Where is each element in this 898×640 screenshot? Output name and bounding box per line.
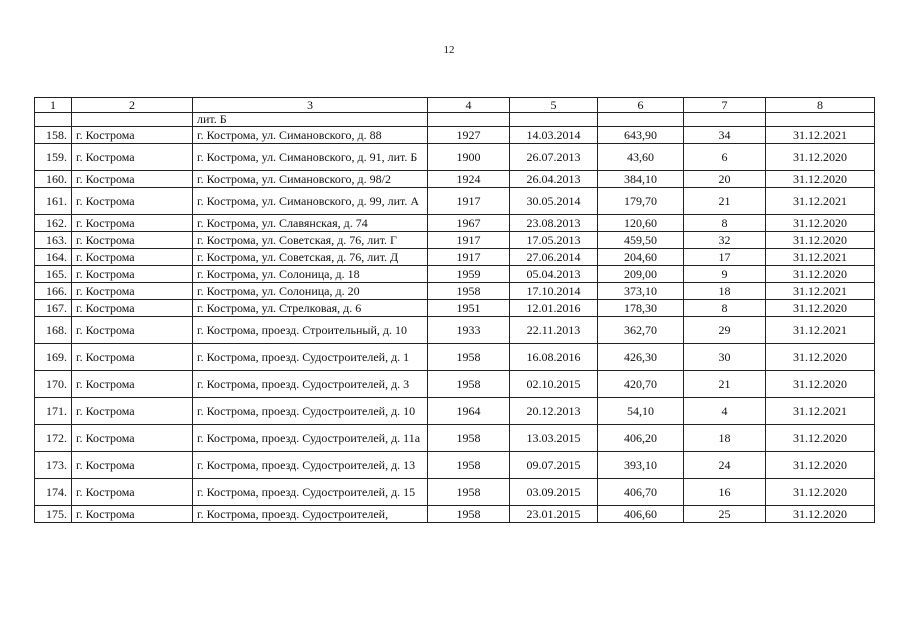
cell-date: 16.08.2016 bbox=[510, 344, 598, 371]
cell-year: 1917 bbox=[428, 188, 510, 215]
table-row bbox=[35, 317, 875, 344]
table-row bbox=[35, 215, 875, 232]
cell-address: г. Кострома, ул. Солоница, д. 18 bbox=[193, 266, 428, 283]
cell-date: 26.04.2013 bbox=[510, 171, 598, 188]
cell-count: 25 bbox=[684, 506, 766, 523]
cell-address: г. Кострома, ул. Симановского, д. 98/2 bbox=[193, 171, 428, 188]
cell-date: 20.12.2013 bbox=[510, 398, 598, 425]
cell-area: 373,10 bbox=[598, 283, 684, 300]
cell-empty bbox=[598, 113, 684, 127]
cell-date: 14.03.2014 bbox=[510, 127, 598, 144]
page-number: 12 bbox=[443, 44, 455, 56]
column-header: 4 bbox=[428, 98, 510, 113]
cell-deadline: 31.12.2020 bbox=[766, 266, 875, 283]
cell-year: 1958 bbox=[428, 371, 510, 398]
cell-year: 1958 bbox=[428, 506, 510, 523]
cell-count: 16 bbox=[684, 479, 766, 506]
cell-number: 166. bbox=[35, 283, 72, 300]
cell-number: 171. bbox=[35, 398, 72, 425]
cell-address: г. Кострома, проезд. Строительный, д. 10 bbox=[193, 317, 428, 344]
cell-date: 13.03.2015 bbox=[510, 425, 598, 452]
cell-date: 12.01.2016 bbox=[510, 300, 598, 317]
table-row bbox=[35, 344, 875, 371]
cell-date: 09.07.2015 bbox=[510, 452, 598, 479]
cell-year: 1917 bbox=[428, 249, 510, 266]
cell-year: 1959 bbox=[428, 266, 510, 283]
cell-year: 1958 bbox=[428, 452, 510, 479]
cell-city: г. Кострома bbox=[72, 506, 193, 523]
cell-city: г. Кострома bbox=[72, 371, 193, 398]
cell-number: 158. bbox=[35, 127, 72, 144]
cell-count: 34 bbox=[684, 127, 766, 144]
cell-year: 1924 bbox=[428, 171, 510, 188]
cell-address: г. Кострома, ул. Славянская, д. 74 bbox=[193, 215, 428, 232]
column-header: 8 bbox=[766, 98, 875, 113]
cell-number: 160. bbox=[35, 171, 72, 188]
cell-count: 8 bbox=[684, 215, 766, 232]
cell-number: 167. bbox=[35, 300, 72, 317]
cell-deadline: 31.12.2021 bbox=[766, 127, 875, 144]
cell-area: 420,70 bbox=[598, 371, 684, 398]
cell-address: г. Кострома, ул. Симановского, д. 88 bbox=[193, 127, 428, 144]
cell-address: г. Кострома, ул. Симановского, д. 99, лит. А bbox=[193, 188, 428, 215]
cell-number: 168. bbox=[35, 317, 72, 344]
table-row bbox=[35, 188, 875, 215]
cell-area: 406,70 bbox=[598, 479, 684, 506]
table-row bbox=[35, 283, 875, 300]
cell-deadline: 31.12.2020 bbox=[766, 425, 875, 452]
cell-empty bbox=[35, 113, 72, 127]
cell-address: г. Кострома, ул. Советская, д. 76, лит. Г bbox=[193, 232, 428, 249]
cell-date: 05.04.2013 bbox=[510, 266, 598, 283]
cell-city: г. Кострома bbox=[72, 127, 193, 144]
table-row bbox=[35, 144, 875, 171]
table-row bbox=[35, 452, 875, 479]
cell-count: 21 bbox=[684, 371, 766, 398]
cell-number: 159. bbox=[35, 144, 72, 171]
cell-count: 20 bbox=[684, 171, 766, 188]
table-row bbox=[35, 232, 875, 249]
cell-address: г. Кострома, проезд. Судостроителей, д. 11а bbox=[193, 425, 428, 452]
cell-empty bbox=[684, 113, 766, 127]
cell-date: 02.10.2015 bbox=[510, 371, 598, 398]
cell-count: 32 bbox=[684, 232, 766, 249]
cell-year: 1933 bbox=[428, 317, 510, 344]
cell-area: 393,10 bbox=[598, 452, 684, 479]
cell-number: 162. bbox=[35, 215, 72, 232]
cell-year: 1964 bbox=[428, 398, 510, 425]
cell-deadline: 31.12.2020 bbox=[766, 479, 875, 506]
cell-city: г. Кострома bbox=[72, 398, 193, 425]
cell-count: 8 bbox=[684, 300, 766, 317]
cell-area: 54,10 bbox=[598, 398, 684, 425]
cell-city: г. Кострома bbox=[72, 232, 193, 249]
cell-year: 1958 bbox=[428, 425, 510, 452]
column-header: 5 bbox=[510, 98, 598, 113]
cell-city: г. Кострома bbox=[72, 144, 193, 171]
cell-address: лит. Б bbox=[193, 113, 428, 127]
cell-area: 426,30 bbox=[598, 344, 684, 371]
cell-deadline: 31.12.2021 bbox=[766, 283, 875, 300]
cell-city: г. Кострома bbox=[72, 317, 193, 344]
cell-city: г. Кострома bbox=[72, 266, 193, 283]
table-row bbox=[35, 266, 875, 283]
cell-address: г. Кострома, проезд. Судостроителей, д. 13 bbox=[193, 452, 428, 479]
cell-date: 22.11.2013 bbox=[510, 317, 598, 344]
cell-deadline: 31.12.2020 bbox=[766, 452, 875, 479]
table-row bbox=[35, 249, 875, 266]
cell-area: 459,50 bbox=[598, 232, 684, 249]
cell-area: 209,00 bbox=[598, 266, 684, 283]
cell-count: 29 bbox=[684, 317, 766, 344]
cell-area: 204,60 bbox=[598, 249, 684, 266]
cell-number: 170. bbox=[35, 371, 72, 398]
cell-year: 1951 bbox=[428, 300, 510, 317]
cell-area: 384,10 bbox=[598, 171, 684, 188]
cell-city: г. Кострома bbox=[72, 215, 193, 232]
cell-city: г. Кострома bbox=[72, 425, 193, 452]
cell-address: г. Кострома, проезд. Судостроителей, д. 10 bbox=[193, 398, 428, 425]
cell-deadline: 31.12.2021 bbox=[766, 398, 875, 425]
cell-date: 23.01.2015 bbox=[510, 506, 598, 523]
cell-address: г. Кострома, ул. Советская, д. 76, лит. Д bbox=[193, 249, 428, 266]
cell-year: 1967 bbox=[428, 215, 510, 232]
cell-number: 174. bbox=[35, 479, 72, 506]
table-row bbox=[35, 127, 875, 144]
table-row bbox=[35, 398, 875, 425]
cell-number: 165. bbox=[35, 266, 72, 283]
cell-area: 362,70 bbox=[598, 317, 684, 344]
cell-deadline: 31.12.2021 bbox=[766, 188, 875, 215]
cell-count: 21 bbox=[684, 188, 766, 215]
column-header: 3 bbox=[193, 98, 428, 113]
table-row bbox=[35, 506, 875, 523]
cell-deadline: 31.12.2020 bbox=[766, 232, 875, 249]
cell-count: 18 bbox=[684, 425, 766, 452]
cell-city: г. Кострома bbox=[72, 479, 193, 506]
cell-number: 173. bbox=[35, 452, 72, 479]
cell-deadline: 31.12.2020 bbox=[766, 506, 875, 523]
cell-address: г. Кострома, проезд. Судостроителей, bbox=[193, 506, 428, 523]
column-header: 1 bbox=[35, 98, 72, 113]
cell-city: г. Кострома bbox=[72, 452, 193, 479]
cell-year: 1958 bbox=[428, 344, 510, 371]
cell-number: 172. bbox=[35, 425, 72, 452]
cell-number: 161. bbox=[35, 188, 72, 215]
cell-city: г. Кострома bbox=[72, 171, 193, 188]
cell-count: 30 bbox=[684, 344, 766, 371]
cell-deadline: 31.12.2020 bbox=[766, 171, 875, 188]
cell-deadline: 31.12.2020 bbox=[766, 215, 875, 232]
cell-number: 175. bbox=[35, 506, 72, 523]
cell-address: г. Кострома, проезд. Судостроителей, д. 15 bbox=[193, 479, 428, 506]
cell-deadline: 31.12.2021 bbox=[766, 317, 875, 344]
housing-registry-table bbox=[34, 97, 875, 523]
cell-count: 9 bbox=[684, 266, 766, 283]
table-row bbox=[35, 171, 875, 188]
cell-empty bbox=[510, 113, 598, 127]
cell-area: 120,60 bbox=[598, 215, 684, 232]
cell-area: 406,60 bbox=[598, 506, 684, 523]
table-row bbox=[35, 300, 875, 317]
cell-count: 24 bbox=[684, 452, 766, 479]
cell-date: 30.05.2014 bbox=[510, 188, 598, 215]
cell-area: 43,60 bbox=[598, 144, 684, 171]
cell-count: 17 bbox=[684, 249, 766, 266]
continuation-row bbox=[35, 113, 875, 127]
table-row bbox=[35, 371, 875, 398]
cell-number: 169. bbox=[35, 344, 72, 371]
cell-date: 17.10.2014 bbox=[510, 283, 598, 300]
cell-count: 18 bbox=[684, 283, 766, 300]
cell-empty bbox=[428, 113, 510, 127]
cell-year: 1958 bbox=[428, 283, 510, 300]
header-row bbox=[35, 98, 875, 113]
cell-year: 1900 bbox=[428, 144, 510, 171]
cell-date: 17.05.2013 bbox=[510, 232, 598, 249]
cell-area: 179,70 bbox=[598, 188, 684, 215]
cell-area: 178,30 bbox=[598, 300, 684, 317]
table-row bbox=[35, 425, 875, 452]
cell-year: 1927 bbox=[428, 127, 510, 144]
cell-area: 643,90 bbox=[598, 127, 684, 144]
cell-address: г. Кострома, проезд. Судостроителей, д. 3 bbox=[193, 371, 428, 398]
cell-deadline: 31.12.2020 bbox=[766, 300, 875, 317]
cell-date: 26.07.2013 bbox=[510, 144, 598, 171]
cell-empty bbox=[72, 113, 193, 127]
cell-number: 164. bbox=[35, 249, 72, 266]
cell-date: 27.06.2014 bbox=[510, 249, 598, 266]
cell-empty bbox=[766, 113, 875, 127]
cell-number: 163. bbox=[35, 232, 72, 249]
cell-city: г. Кострома bbox=[72, 249, 193, 266]
column-header: 7 bbox=[684, 98, 766, 113]
cell-area: 406,20 bbox=[598, 425, 684, 452]
column-header: 6 bbox=[598, 98, 684, 113]
cell-city: г. Кострома bbox=[72, 283, 193, 300]
cell-deadline: 31.12.2021 bbox=[766, 249, 875, 266]
cell-city: г. Кострома bbox=[72, 300, 193, 317]
cell-address: г. Кострома, ул. Стрелковая, д. 6 bbox=[193, 300, 428, 317]
cell-date: 03.09.2015 bbox=[510, 479, 598, 506]
cell-date: 23.08.2013 bbox=[510, 215, 598, 232]
cell-deadline: 31.12.2020 bbox=[766, 344, 875, 371]
cell-address: г. Кострома, проезд. Судостроителей, д. 1 bbox=[193, 344, 428, 371]
cell-address: г. Кострома, ул. Солоница, д. 20 bbox=[193, 283, 428, 300]
column-header: 2 bbox=[72, 98, 193, 113]
table-row bbox=[35, 479, 875, 506]
cell-count: 6 bbox=[684, 144, 766, 171]
cell-count: 4 bbox=[684, 398, 766, 425]
cell-city: г. Кострома bbox=[72, 188, 193, 215]
cell-year: 1958 bbox=[428, 479, 510, 506]
cell-city: г. Кострома bbox=[72, 344, 193, 371]
cell-deadline: 31.12.2020 bbox=[766, 144, 875, 171]
cell-deadline: 31.12.2020 bbox=[766, 371, 875, 398]
cell-address: г. Кострома, ул. Симановского, д. 91, лит. Б bbox=[193, 144, 428, 171]
cell-year: 1917 bbox=[428, 232, 510, 249]
